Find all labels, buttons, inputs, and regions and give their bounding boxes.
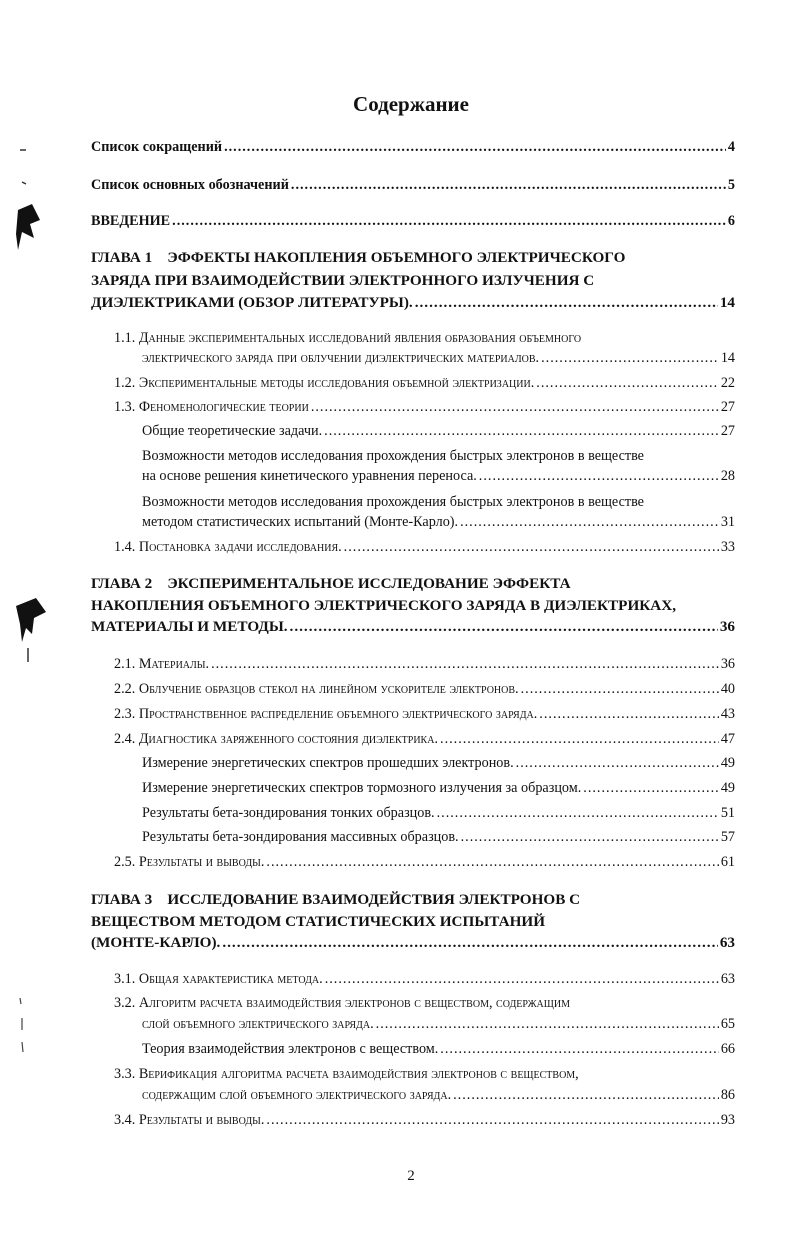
dot-leader — [222, 933, 718, 953]
toc-entry-label: Результаты бета-зондирования массивных образцов. — [142, 829, 459, 845]
section-3-3-line1: 3.3. Верификация алгоритма расчета взаимодействия электронов с веществом, — [114, 1066, 579, 1082]
subsection-1-3b-line2 — [142, 466, 735, 486]
toc-entry-notations — [91, 175, 735, 195]
toc-entry-page: 57 — [720, 829, 735, 845]
chapter3-heading-line3 — [91, 933, 735, 953]
toc-entry-label: слой объемного электрического заряда. — [142, 1016, 374, 1032]
section-1-1-line1: 1.1. Данные экспериментальных исследований явления образования объемного — [114, 330, 582, 346]
dot-leader — [516, 753, 719, 773]
toc-entry-label: Измерение энергетических спектров тормозного излучения за образцом. — [142, 780, 582, 796]
dot-leader — [440, 729, 719, 749]
toc-entry-label: содержащим слой объемного электрического заряда. — [142, 1087, 452, 1103]
section-1-1-line2 — [142, 348, 735, 368]
dot-leader — [224, 137, 726, 157]
toc-entry-page: 66 — [720, 1041, 735, 1057]
section-1-2 — [114, 373, 735, 393]
section-3-4 — [114, 1110, 735, 1130]
subsection-2-4d — [142, 827, 735, 847]
toc-entry-label: Список сокращений — [91, 139, 223, 155]
toc-entry-label: 2.4. Диагностика заряженного состояния диэлектрика. — [114, 731, 439, 747]
dot-leader — [437, 803, 719, 823]
section-2-5 — [114, 852, 735, 872]
dot-leader — [376, 1014, 719, 1034]
toc-entry-page: 63 — [719, 934, 735, 951]
dot-leader — [479, 466, 719, 486]
toc-entry-label: 3.1. Общая характеристика метода. — [114, 971, 323, 987]
subsection-3-2a — [142, 1039, 735, 1059]
dot-leader — [291, 175, 726, 195]
toc-entry-page: 27 — [720, 399, 735, 415]
chapter1-heading-line2: ЗАРЯДА ПРИ ВЗАИМОДЕЙСТВИИ ЭЛЕКТРОННОГО ИЗЛУЧЕНИЯ С — [91, 272, 595, 289]
toc-entry-label: 1.3. Феноменологические теории — [114, 399, 309, 415]
toc-entry-page: 5 — [727, 177, 735, 193]
toc-entry-page: 36 — [719, 618, 735, 635]
toc-entry-label: методом статистических испытаний (Монте-Карло). — [142, 514, 459, 530]
section-1-4 — [114, 537, 735, 557]
dot-leader — [460, 512, 719, 532]
toc-entry-label: 1.4. Постановка задачи исследования. — [114, 539, 342, 555]
toc-entry-label: на основе решения кинетического уравнения переноса. — [142, 468, 477, 484]
toc-entry-page: 65 — [720, 1016, 735, 1032]
subsection-1-3c-line1: Возможности методов исследования прохождения быстрых электронов в веществе — [142, 494, 644, 510]
chapter3-heading-line2: ВЕЩЕСТВОМ МЕТОДОМ СТАТИСТИЧЕСКИХ ИСПЫТАНИЙ — [91, 913, 546, 930]
subsection-1-3b-line1: Возможности методов исследования прохождения быстрых электронов в веществе — [142, 448, 644, 464]
toc-entry-page: 36 — [720, 656, 735, 672]
chapter1-heading-line3 — [91, 293, 735, 313]
chapter2-heading-line3 — [91, 617, 735, 637]
toc-entry-label: электрического заряда при облучении диэлектрических материалов. — [142, 350, 540, 366]
toc-entry-page: 14 — [719, 294, 735, 311]
dot-leader — [461, 827, 719, 847]
section-3-1 — [114, 969, 735, 989]
chapter2-heading-line2: НАКОПЛЕНИЯ ОБЪЕМНОГО ЭЛЕКТРИЧЕСКОГО ЗАРЯДА В ДИЭЛЕКТРИКАХ, — [91, 597, 677, 614]
subsection-1-3a — [142, 421, 735, 441]
section-1-3 — [114, 397, 735, 417]
section-3-3-line2 — [142, 1085, 735, 1105]
subsection-1-3c-line2 — [142, 512, 735, 532]
dot-leader — [536, 373, 719, 393]
toc-entry-label: 2.5. Результаты и выводы. — [114, 854, 265, 870]
toc-entry-label: 2.3. Пространственное распределение объемного электрического заряда. — [114, 706, 538, 722]
toc-entry-page: 86 — [720, 1087, 735, 1103]
toc-entry-label: 2.1. Материалы. — [114, 656, 210, 672]
toc-entry-label: МАТЕРИАЛЫ И МЕТОДЫ. — [91, 618, 288, 635]
toc-entry-page: 31 — [720, 514, 735, 530]
toc-entry-page: 61 — [720, 854, 735, 870]
toc-entry-page: 49 — [720, 755, 735, 771]
chapter3-heading-line1: ГЛАВА 3 ИССЛЕДОВАНИЕ ВЗАИМОДЕЙСТВИЯ ЭЛЕКТРОНОВ С — [91, 891, 581, 908]
subsection-2-4b — [142, 778, 735, 798]
dot-leader — [583, 778, 719, 798]
toc-entry-page: 28 — [720, 468, 735, 484]
section-3-2-line2 — [142, 1014, 735, 1034]
toc-entry-label: Общие теоретические задачи. — [142, 423, 323, 439]
toc-entry-page: 47 — [720, 731, 735, 747]
dot-leader — [311, 397, 719, 417]
section-2-1 — [114, 654, 735, 674]
chapter1-heading-line1: ГЛАВА 1 ЭФФЕКТЫ НАКОПЛЕНИЯ ОБЪЕМНОГО ЭЛЕКТРИЧЕСКОГО — [91, 249, 626, 266]
section-2-2 — [114, 679, 735, 699]
dot-leader — [521, 679, 719, 699]
dot-leader — [325, 969, 719, 989]
dot-leader — [541, 348, 719, 368]
toc-entry-page: 40 — [720, 681, 735, 697]
dot-leader — [266, 852, 718, 872]
subsection-2-4a — [142, 753, 735, 773]
toc-entry-label: ДИЭЛЕКТРИКАМИ (ОБЗОР ЛИТЕРАТУРЫ). — [91, 294, 413, 311]
section-3-2-line1: 3.2. Алгоритм расчета взаимодействия электронов с веществом, содержащим — [114, 995, 570, 1011]
toc-entry-introduction — [91, 211, 735, 231]
dot-leader — [172, 211, 726, 231]
toc-entry-label: (МОНТЕ-КАРЛО). — [91, 934, 221, 951]
dot-leader — [324, 421, 719, 441]
section-2-4 — [114, 729, 735, 749]
toc-entry-page: 27 — [720, 423, 735, 439]
dot-leader — [453, 1085, 719, 1105]
dot-leader — [211, 654, 719, 674]
toc-entry-page: 49 — [720, 780, 735, 796]
page-number: 2 — [407, 1168, 415, 1184]
dot-leader — [440, 1039, 719, 1059]
toc-entry-page: 6 — [727, 213, 735, 229]
toc-entry-label: Результаты бета-зондирования тонких образцов. — [142, 805, 435, 821]
toc-entry-abbreviations — [91, 137, 735, 157]
toc-entry-label: Теория взаимодействия электронов с веществом. — [142, 1041, 439, 1057]
toc-entry-label: 3.4. Результаты и выводы. — [114, 1112, 265, 1128]
toc-entry-page: 14 — [720, 350, 735, 366]
toc-entry-page: 63 — [720, 971, 735, 987]
scan-artifact-left-bottom — [8, 990, 38, 1060]
page-title: Содержание — [353, 92, 469, 116]
dot-leader — [539, 704, 719, 724]
toc-entry-label: Список основных обозначений — [91, 177, 289, 193]
dot-leader — [415, 293, 718, 313]
toc-entry-page: 51 — [720, 805, 735, 821]
toc-entry-label: 1.2. Экспериментальные методы исследования объемной электризации. — [114, 375, 535, 391]
toc-entry-page: 22 — [720, 375, 735, 391]
scan-artifact-left-mid — [6, 590, 46, 670]
dot-leader — [344, 537, 719, 557]
toc-entry-page: 33 — [720, 539, 735, 555]
toc-entry-page: 93 — [720, 1112, 735, 1128]
toc-entry-label: ВВЕДЕНИЕ — [91, 213, 171, 229]
toc-entry-label: Измерение энергетических спектров прошедших электронов. — [142, 755, 514, 771]
section-2-3 — [114, 704, 735, 724]
toc-entry-page: 43 — [720, 706, 735, 722]
toc-entry-page: 4 — [727, 139, 735, 155]
toc-entry-label: 2.2. Облучение образцов стекол на линейном ускорителе электронов. — [114, 681, 519, 697]
subsection-2-4c — [142, 803, 735, 823]
dot-leader — [266, 1110, 718, 1130]
scan-artifact-left-top — [4, 140, 44, 280]
dot-leader — [290, 617, 718, 637]
chapter2-heading-line1: ГЛАВА 2 ЭКСПЕРИМЕНТАЛЬНОЕ ИССЛЕДОВАНИЕ ЭФФЕКТА — [91, 575, 571, 592]
